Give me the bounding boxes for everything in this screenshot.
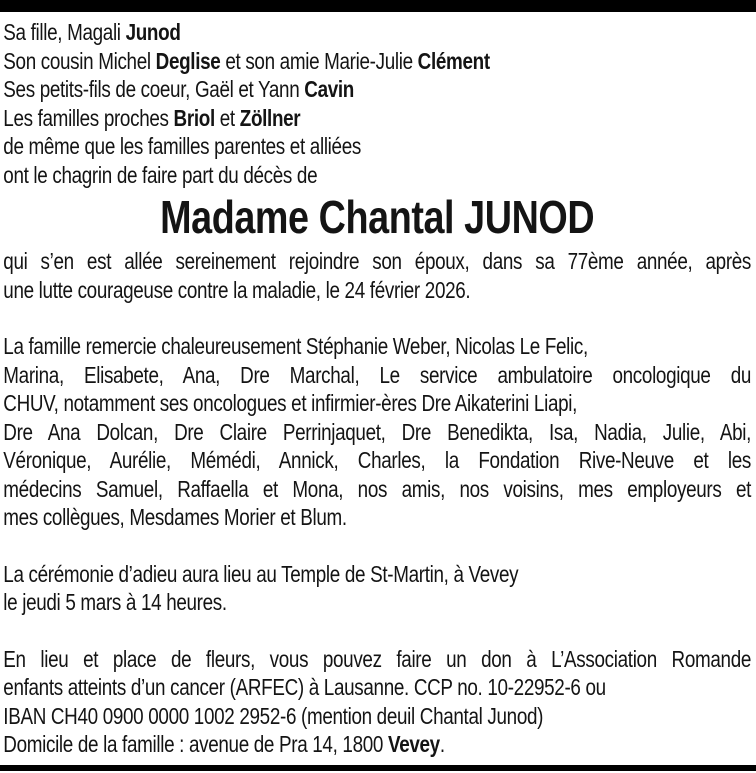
relatives-text: Les familles proches [3,104,174,131]
donation-ccp-line: enfants atteints d’un cancer (ARFEC) à Lausanne. CCP no. 10-22952-6 ou [3,674,606,700]
donation-line: En lieu et place de fleurs, vous pouvez faire un don à L’Association Romande [3,645,752,672]
family-address-line [3,730,751,759]
relatives-text: Sa fille, Magali [3,19,126,45]
family-name: Briol [173,104,215,131]
obituary-notice [0,12,756,759]
announcement-lead-in: ont le chagrin de faire part du décès de [3,161,318,188]
address-text: . [439,731,445,757]
thanks-line: mes collègues, Mesdames Morier et Blum. [3,504,347,530]
relatives-text: Son cousin Michel [3,47,156,74]
relatives-text: Ses petits-fils de coeur, Gaël et Yann [3,76,305,102]
ceremony-paragraph [3,560,751,617]
address-text: Domicile de la famille : avenue de Pra 14, 1800 [3,731,388,757]
thanks-line: Véronique, Aurélie, Mémédi, Annick, Charles, la Fondation Rive-Neuve et les [3,447,752,473]
relatives-line-grandsons [3,75,751,104]
relatives-text: et [214,104,240,131]
death-paragraph [3,247,751,304]
deceased-name-title: Madame Chantal JUNOD [160,191,595,243]
thanks-line: La famille remercie chaleureusement Stéphanie Weber, Nicolas Le Felic, [3,333,588,359]
relatives-list [3,18,751,189]
death-date-line: une lutte courageuse contre la maladie, le 24 février 2026. [3,276,471,303]
relatives-line-allied: de même que les familles parentes et alliées [3,133,361,159]
address-city: Vevey [387,731,440,757]
relatives-text: et son amie Marie-Julie [220,47,418,74]
thanks-line: médecins Samuel, Raffaella et Mona, nos amis, nos voisins, mes employeurs et [3,475,752,502]
death-details-line: qui s’en est allée sereinement rejoindre son époux, dans sa 77ème année, après [3,248,752,274]
donation-paragraph [3,645,751,759]
thanks-line: Marina, Elisabete, Ana, Dre Marchal, Le service ambulatoire oncologique du [3,361,752,388]
relatives-line-families [3,104,751,133]
thanks-paragraph [3,332,751,532]
bottom-border-rule [0,765,756,771]
top-border-rule [0,0,756,12]
thanks-line: Dre Ana Dolcan, Dre Claire Perrinjaquet, Dre Benedikta, Isa, Nadia, Julie, Abi, [3,418,752,445]
thanks-line: CHUV, notamment ses oncologues et infirmier-ères Dre Aikaterini Liapi, [3,390,578,416]
family-name: Junod [125,19,181,45]
family-name: Zöllner [239,104,301,131]
family-name: Clément [417,47,490,74]
donation-iban-line: IBAN CH40 0900 0000 1002 2952-6 (mention deuil Chantal Junod) [3,702,544,729]
relatives-line-daughter [3,18,751,47]
ceremony-time-line: le jeudi 5 mars à 14 heures. [3,589,227,615]
family-name: Cavin [304,76,354,102]
family-name: Deglise [155,47,221,74]
ceremony-location-line: La cérémonie d’adieu aura lieu au Temple de St-Martin, à Vevey [3,560,519,587]
relatives-line-cousin [3,47,751,76]
